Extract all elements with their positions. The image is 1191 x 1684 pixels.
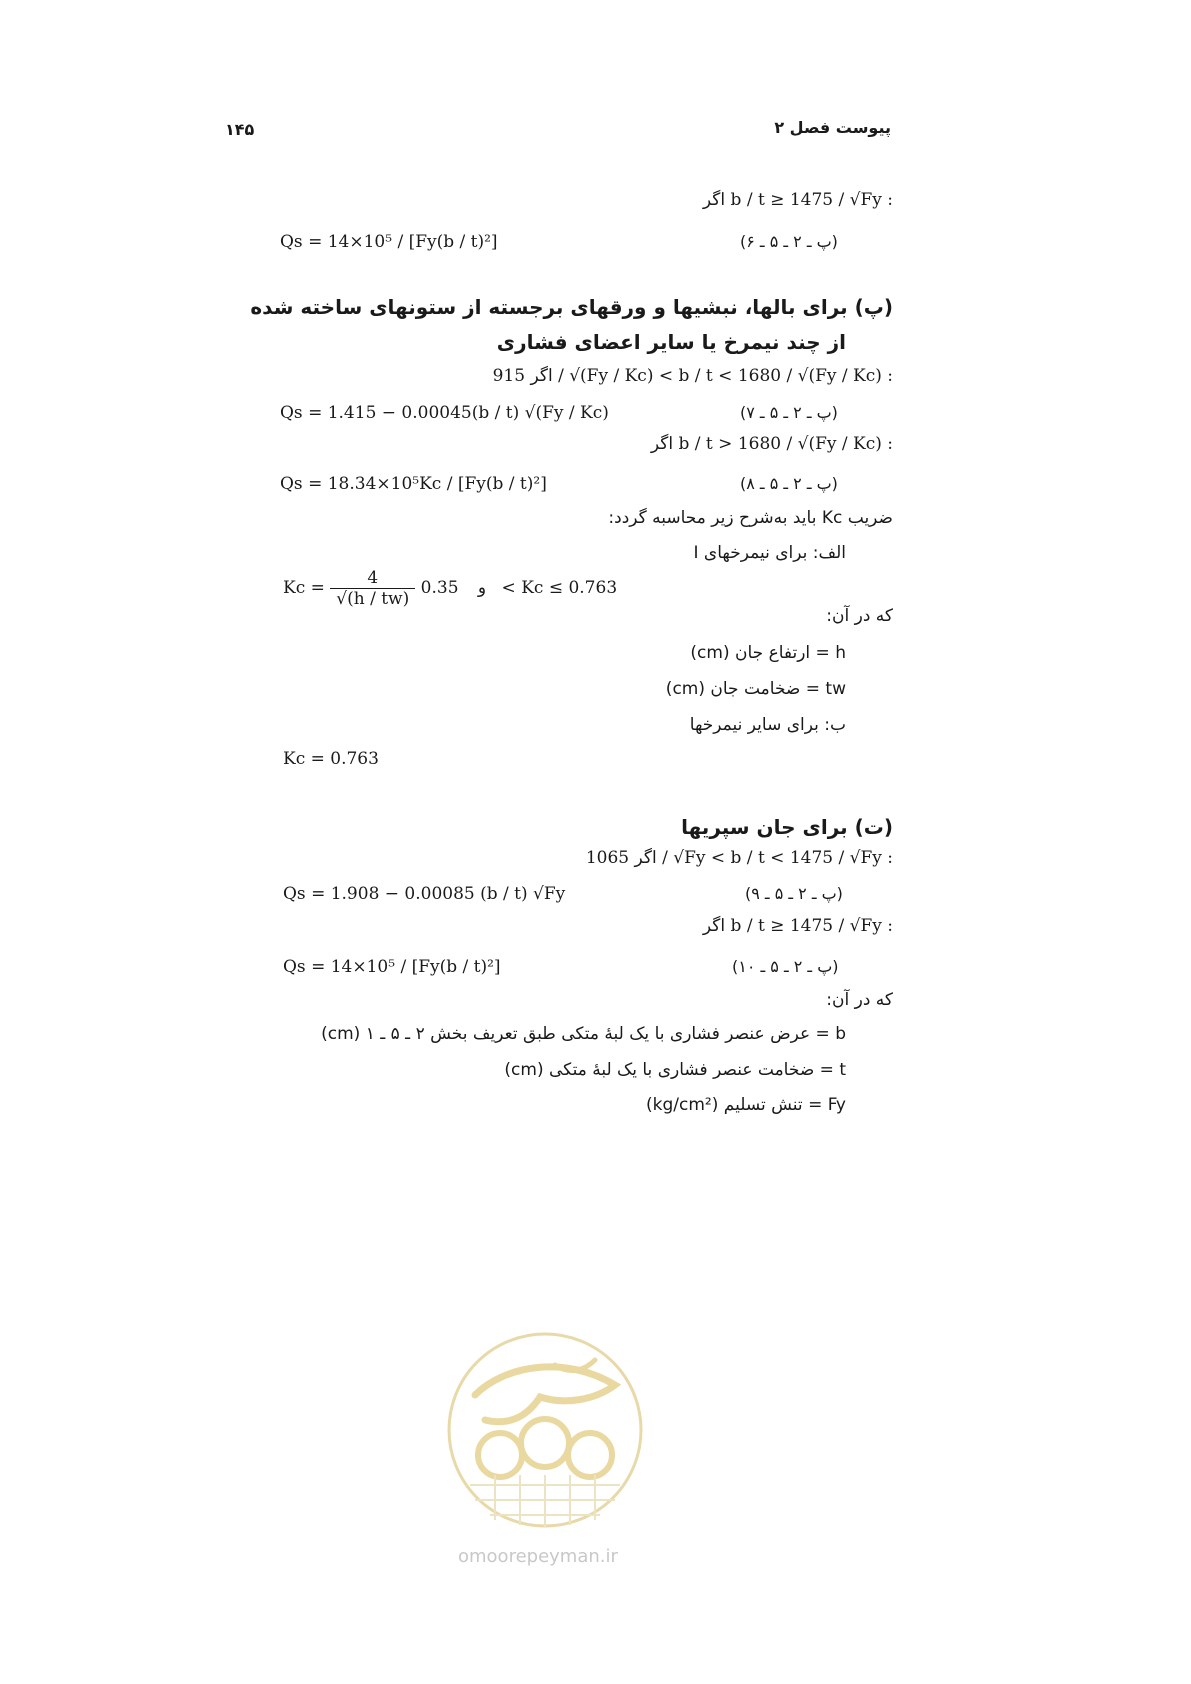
equation-number-6: (پ ـ ۲ ـ ۵ ـ ۶) <box>740 232 838 251</box>
kc-range: 0.35 < Kc ≤ 0.763 <box>420 578 618 598</box>
watermark-logo <box>445 1325 645 1535</box>
formula-6: Qs = 14×10⁵ / [Fy(b / t)²] <box>280 232 498 252</box>
watermark-url: omoorepeyman.ir <box>458 1546 618 1567</box>
equation-number-10: (پ ـ ۲ ـ ۵ ـ ۱۰) <box>732 957 839 976</box>
kc-and: و <box>477 578 487 598</box>
definition-h: h = ارتفاع جان (cm) <box>690 643 846 663</box>
alef-item: الف: برای نیمرخهای I <box>693 543 846 563</box>
kc-intro: ضریب Kc باید به‌شرح زیر محاسبه گردد: <box>608 508 893 528</box>
definition-t: t = ضخامت عنصر فشاری با یک لبهٔ متکی (cm) <box>504 1060 846 1080</box>
equation-number-9: (پ ـ ۲ ـ ۵ ـ ۹) <box>745 884 843 903</box>
definition-tw: tw = ضخامت جان (cm) <box>665 679 846 699</box>
condition-10: اگر b / t ≥ 1475 / √Fy : <box>702 916 893 936</box>
beh-item: ب: برای سایر نیمرخها <box>689 715 846 735</box>
formula-7: Qs = 1.415 − 0.00045(b / t) √(Fy / Kc) <box>280 403 609 423</box>
formula-10: Qs = 14×10⁵ / [Fy(b / t)²] <box>283 957 501 977</box>
kc-formula <box>283 568 617 609</box>
formula-8: Qs = 18.34×10⁵Kc / [Fy(b / t)²] <box>280 474 547 494</box>
kc-fraction <box>330 568 415 609</box>
page-number: ۱۴۵ <box>225 120 255 139</box>
definition-fy: Fy = تنش تسلیم (kg/cm²) <box>645 1095 846 1115</box>
definition-b: b = عرض عنصر فشاری با یک لبهٔ متکی طبق تعریف بخش ۲ ـ ۵ ـ ۱ (cm) <box>321 1024 846 1044</box>
section-p-title-line1: (پ) برای بالها، نبشیها و ورقهای برجسته از ستونهای ساخته شده <box>250 295 893 319</box>
section-t-title: (ت) برای جان سپریها <box>681 815 893 839</box>
condition-9: اگر 1065 / √Fy < b / t < 1475 / √Fy : <box>585 848 893 868</box>
condition-7: اگر 915 / √(Fy / Kc) < b / t < 1680 / √(Fy / Kc) : <box>492 366 893 386</box>
section-p-title-line2: از چند نیمرخ یا سایر اعضای فشاری <box>496 330 846 354</box>
condition-6: اگر b / t ≥ 1475 / √Fy : <box>702 190 893 210</box>
where-p: که در آن: <box>826 606 893 626</box>
running-title: پیوست فصل ۲ <box>774 118 891 137</box>
condition-8: اگر b / t > 1680 / √(Fy / Kc) : <box>650 434 893 454</box>
formula-9: Qs = 1.908 − 0.00085 (b / t) √Fy <box>283 884 566 904</box>
kc-lhs: Kc = <box>283 578 325 598</box>
kc-denominator: √(h / tw) <box>336 589 410 609</box>
where-t: که در آن: <box>826 990 893 1010</box>
kc-numerator: 4 <box>330 568 415 589</box>
equation-number-8: (پ ـ ۲ ـ ۵ ـ ۸) <box>740 474 838 493</box>
kc-constant: Kc = 0.763 <box>283 749 379 769</box>
equation-number-7: (پ ـ ۲ ـ ۵ ـ ۷) <box>740 403 838 422</box>
